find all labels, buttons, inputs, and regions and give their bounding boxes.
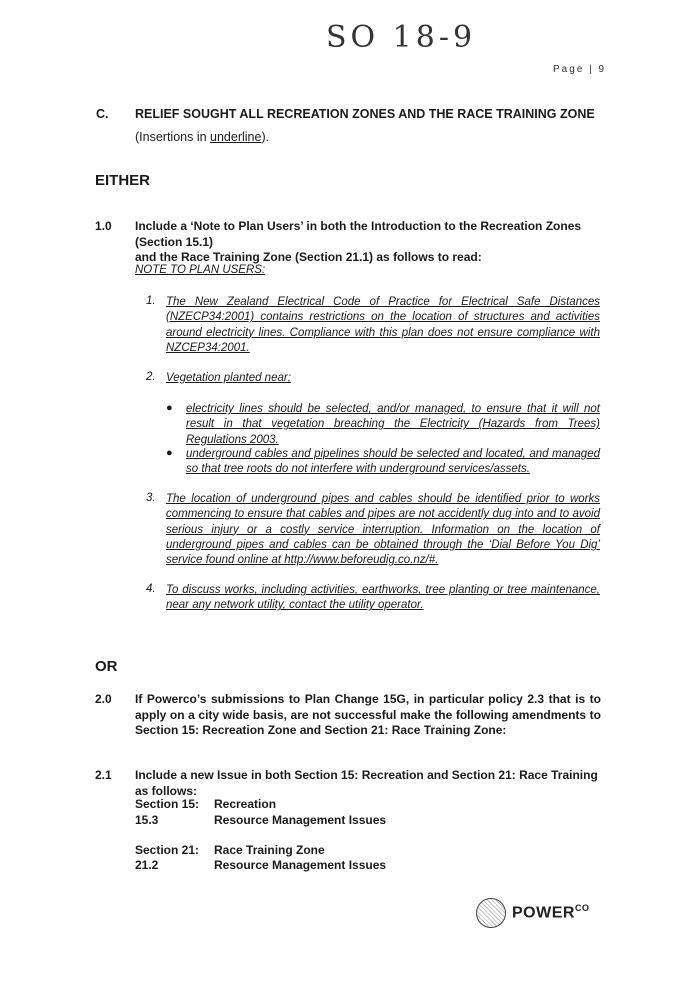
or-heading: OR [95, 658, 118, 675]
table-cell-value: Resource Management Issues [214, 813, 387, 827]
section-title: RELIEF SOUGHT ALL RECREATION ZONES AND THE RACE TRAINING ZONE [135, 107, 595, 121]
bullet-text: electricity lines should be selected, and/or managed, to ensure that it will not result in that vegetation breaching the Electricity (Hazards from Trees) Regulations 2003. [186, 403, 600, 446]
insertions-post: ). [261, 130, 270, 144]
para-text [135, 219, 601, 266]
note-item-number: 1. [146, 295, 156, 307]
table-cell-value: Race Training Zone [214, 843, 325, 857]
para-line: and the Race Training Zone (Section 21.1) as follows to read: [135, 250, 482, 264]
table-cell-value: Recreation [214, 797, 277, 811]
powerco-logo [476, 898, 589, 928]
note-item-number: 3. [146, 492, 156, 504]
page-number: Page | 9 [553, 64, 607, 75]
either-heading: EITHER [95, 172, 151, 189]
handwritten-stamp: SO 18-9 [326, 20, 477, 55]
note-item-text: Vegetation planted near; [166, 372, 291, 384]
logo-text [512, 903, 589, 922]
logo-circle-icon [476, 898, 506, 928]
note-item-text: To discuss works, including activities, earthworks, tree planting or tree maintenance, near any network utility, contact the utility operator. [166, 584, 600, 612]
para-line: Include a ‘Note to Plan Users’ in both the Introduction to the Recreation Zones (Section 15.1) [135, 219, 582, 249]
para-number: 2.0 [95, 692, 112, 706]
bullet-text: underground cables and pipelines should be selected and located, and managed so that tree roots do not interfere with underground services/assets. [186, 448, 600, 476]
para-number: 1.0 [95, 219, 112, 233]
insertions-underlined: underline [210, 130, 262, 144]
insertions-pre: (Insertions in [135, 130, 211, 144]
table-cell-value: Resource Management Issues [214, 858, 387, 872]
table-cell-label: 21.2 [135, 858, 159, 872]
note-item-text: The New Zealand Electrical Code of Practice for Electrical Safe Distances (NZECP34:2001) contains restrictions on the location of structures and activities around electricity lines. Compliance with this plan does not ensure compliance with NZCEP34:2001. [166, 296, 600, 354]
table-cell-label: Section 21: [135, 843, 200, 857]
section-number: C. [96, 107, 109, 121]
insertions-note [135, 130, 269, 144]
logo-wordmark: POWER [512, 904, 575, 922]
bullet-icon: ● [166, 447, 173, 459]
table-cell-label: Section 15: [135, 797, 200, 811]
note-heading: NOTE TO PLAN USERS: [135, 264, 266, 276]
bullet-icon: ● [166, 402, 173, 414]
table-cell-label: 15.3 [135, 813, 159, 827]
note-item-text: The location of underground pipes and cables should be identified prior to works commencing to ensure that cables and pipes are not accidently dug into and to avoid serious injury or a costly service interruption. Information on the location of underground pipes and cables can be obtained through the ‘Dial Before You Dig’ service found online at http://www.beforeudig.co.nz/#. [166, 493, 600, 567]
note-item-number: 4. [146, 583, 156, 595]
logo-sup: CO [574, 903, 590, 914]
para-text: If Powerco’s submissions to Plan Change 15G, in particular policy 2.3 that is to apply on a city wide basis, are not successful make the following amendments to Section 15: Recreation Zone and Section 21: Race Training Zone: [135, 692, 601, 737]
para-number: 2.1 [95, 768, 112, 782]
note-item-number: 2. [146, 371, 156, 383]
para-text: Include a new Issue in both Section 15: Recreation and Section 21: Race Training as follows: [135, 768, 598, 798]
